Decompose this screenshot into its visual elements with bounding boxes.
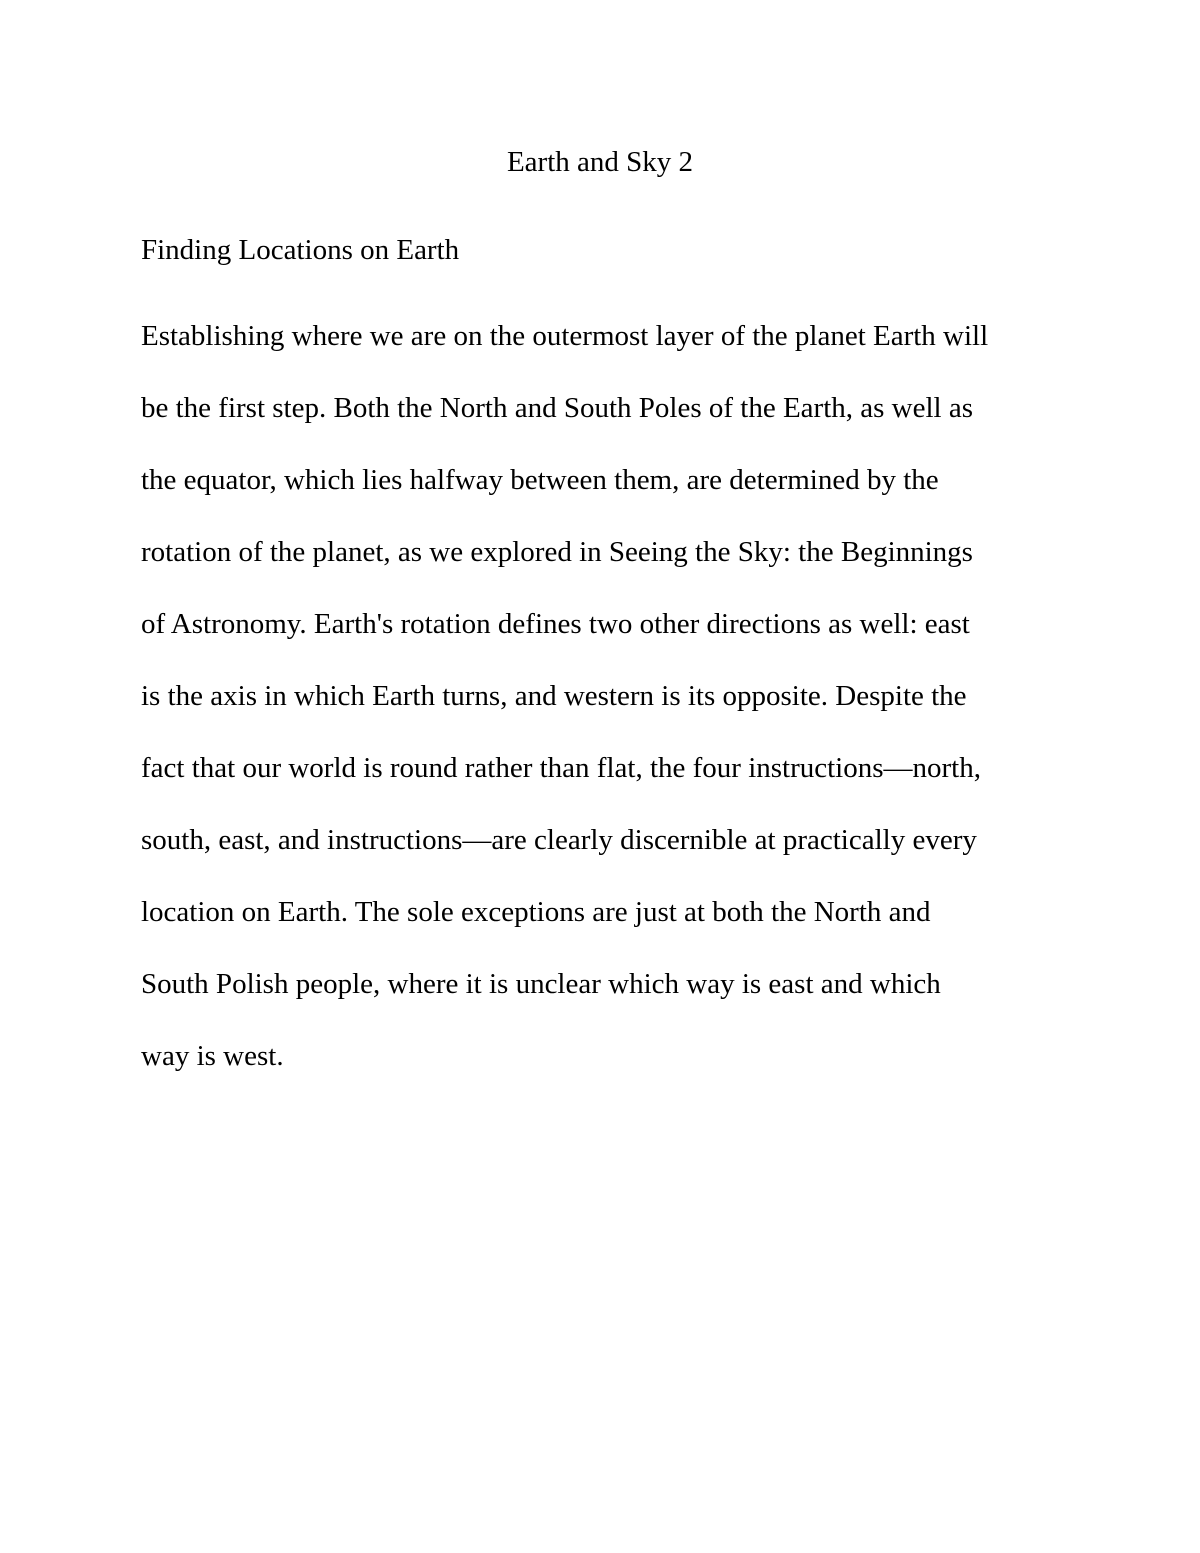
paragraph-line: South Polish people, where it is unclear which way is east and which [141, 968, 941, 1000]
paragraph-line: Establishing where we are on the outermost layer of the planet Earth will [141, 320, 989, 352]
paragraph-line: south, east, and instructions—are clearly discernible at practically every [141, 824, 977, 856]
paragraph-line: rotation of the planet, as we explored in Seeing the Sky: the Beginnings [141, 536, 973, 568]
paragraph-line: be the first step. Both the North and South Poles of the Earth, as well as [141, 392, 973, 424]
paragraph-line: location on Earth. The sole exceptions are just at both the North and [141, 896, 931, 928]
paragraph-line: fact that our world is round rather than flat, the four instructions—north, [141, 752, 981, 784]
section-heading: Finding Locations on Earth [141, 234, 460, 266]
body-paragraph [141, 314, 1081, 1106]
paragraph-line: way is west. [141, 1040, 284, 1072]
paragraph-line: of Astronomy. Earth's rotation defines two other directions as well: east [141, 608, 970, 640]
paragraph-line: the equator, which lies halfway between them, are determined by the [141, 464, 939, 496]
paragraph-line: is the axis in which Earth turns, and western is its opposite. Despite the [141, 680, 967, 712]
page-title: Earth and Sky 2 [506, 146, 694, 178]
